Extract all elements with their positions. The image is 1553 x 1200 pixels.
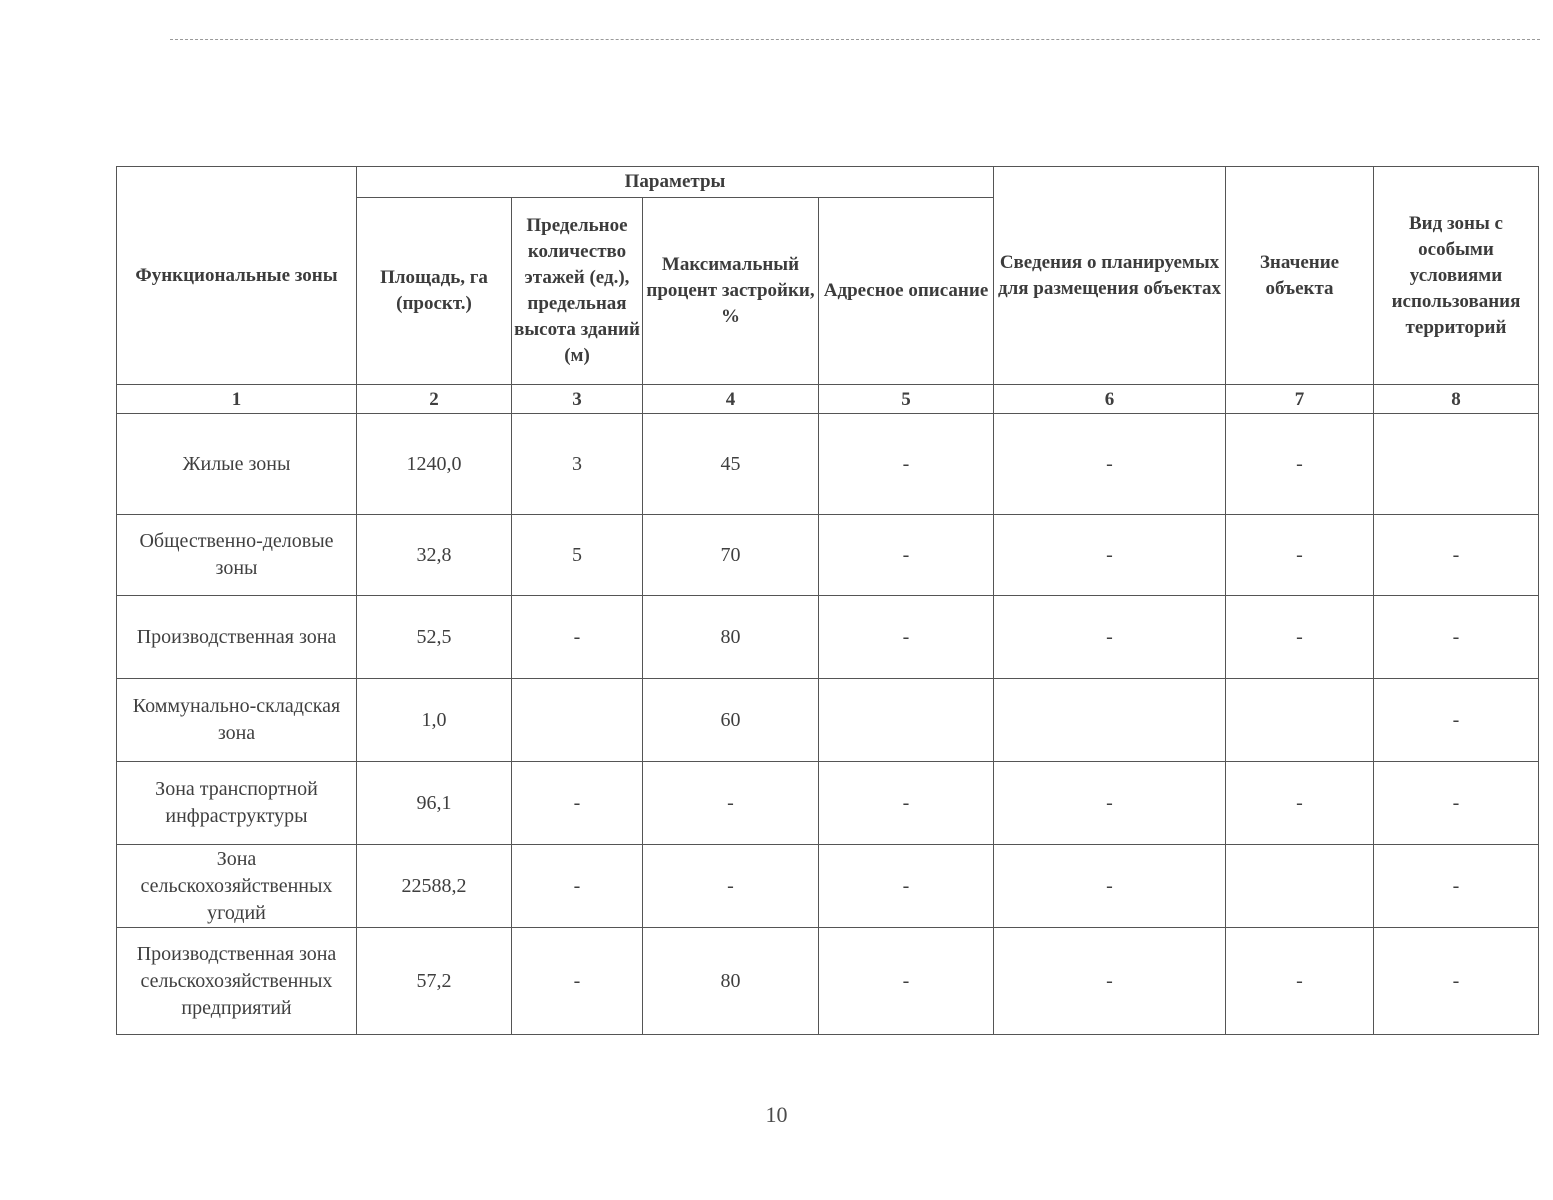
header-area: Площадь, га (проскт.)	[357, 198, 512, 385]
zone-name-cell: Производственная зона	[117, 596, 357, 679]
table-row	[117, 515, 1539, 596]
address-cell: -	[819, 762, 994, 845]
column-number: 1	[117, 385, 357, 414]
max-percent-cell: -	[643, 845, 819, 928]
table-row	[117, 762, 1539, 845]
floors-cell: -	[512, 928, 643, 1035]
column-number: 8	[1374, 385, 1539, 414]
header-planned-objects: Сведения о планируемых для размещения объектах	[994, 167, 1226, 385]
column-number: 6	[994, 385, 1226, 414]
planned-objects-cell: -	[994, 414, 1226, 515]
floors-cell: 3	[512, 414, 643, 515]
column-number: 5	[819, 385, 994, 414]
max-percent-cell: 45	[643, 414, 819, 515]
zone-name-cell: Зона транспортной инфраструктуры	[117, 762, 357, 845]
planned-objects-cell	[994, 679, 1226, 762]
planned-objects-cell: -	[994, 845, 1226, 928]
area-cell: 32,8	[357, 515, 512, 596]
object-meaning-cell: -	[1226, 515, 1374, 596]
object-meaning-cell: -	[1226, 414, 1374, 515]
address-cell	[819, 679, 994, 762]
special-zone-cell: -	[1374, 515, 1539, 596]
special-zone-cell: -	[1374, 845, 1539, 928]
header-max-percent: Максимальный процент застройки, %	[643, 198, 819, 385]
column-number: 7	[1226, 385, 1374, 414]
zone-name-cell: Зона сельскохозяйственных угодий	[117, 845, 357, 928]
floors-cell: -	[512, 762, 643, 845]
table-row	[117, 845, 1539, 928]
area-cell: 1,0	[357, 679, 512, 762]
planned-objects-cell: -	[994, 596, 1226, 679]
planned-objects-cell: -	[994, 515, 1226, 596]
floors-cell: -	[512, 845, 643, 928]
zone-name-cell: Производственная зона сельскохозяйственных предприятий	[117, 928, 357, 1035]
address-cell: -	[819, 596, 994, 679]
zone-name-cell: Жилые зоны	[117, 414, 357, 515]
functional-zones-table	[116, 166, 1539, 1035]
table-row	[117, 928, 1539, 1035]
object-meaning-cell	[1226, 845, 1374, 928]
planned-objects-cell: -	[994, 928, 1226, 1035]
column-number: 2	[357, 385, 512, 414]
address-cell: -	[819, 845, 994, 928]
address-cell: -	[819, 515, 994, 596]
header-object-meaning: Значение объекта	[1226, 167, 1374, 385]
planned-objects-cell: -	[994, 762, 1226, 845]
special-zone-cell	[1374, 414, 1539, 515]
zone-name-cell: Коммунально-складская зона	[117, 679, 357, 762]
area-cell: 1240,0	[357, 414, 512, 515]
special-zone-cell: -	[1374, 762, 1539, 845]
table-row	[117, 679, 1539, 762]
header-row-top	[117, 167, 1539, 198]
header-zones: Функциональные зоны	[117, 167, 357, 385]
object-meaning-cell: -	[1226, 762, 1374, 845]
page-number: 10	[765, 1102, 788, 1127]
area-cell: 96,1	[357, 762, 512, 845]
address-cell: -	[819, 928, 994, 1035]
special-zone-cell: -	[1374, 596, 1539, 679]
header-parameters: Параметры	[357, 167, 994, 198]
max-percent-cell: -	[643, 762, 819, 845]
special-zone-cell: -	[1374, 928, 1539, 1035]
floors-cell	[512, 679, 643, 762]
max-percent-cell: 60	[643, 679, 819, 762]
area-cell: 57,2	[357, 928, 512, 1035]
object-meaning-cell	[1226, 679, 1374, 762]
floors-cell: -	[512, 596, 643, 679]
header-special-zone: Вид зоны с особыми условиями использования территорий	[1374, 167, 1539, 385]
column-number-row	[117, 385, 1539, 414]
table-row	[117, 414, 1539, 515]
column-number: 4	[643, 385, 819, 414]
zone-name-cell: Общественно-деловые зоны	[117, 515, 357, 596]
column-number: 3	[512, 385, 643, 414]
table-row	[117, 596, 1539, 679]
area-cell: 52,5	[357, 596, 512, 679]
object-meaning-cell: -	[1226, 596, 1374, 679]
floors-cell: 5	[512, 515, 643, 596]
max-percent-cell: 80	[643, 596, 819, 679]
header-address: Адресное описание	[819, 198, 994, 385]
object-meaning-cell: -	[1226, 928, 1374, 1035]
address-cell: -	[819, 414, 994, 515]
max-percent-cell: 70	[643, 515, 819, 596]
special-zone-cell: -	[1374, 679, 1539, 762]
scan-top-rule	[170, 39, 1540, 40]
area-cell: 22588,2	[357, 845, 512, 928]
header-floors: Предельное количество этажей (ед.), предельная высота зданий (м)	[512, 198, 643, 385]
max-percent-cell: 80	[643, 928, 819, 1035]
